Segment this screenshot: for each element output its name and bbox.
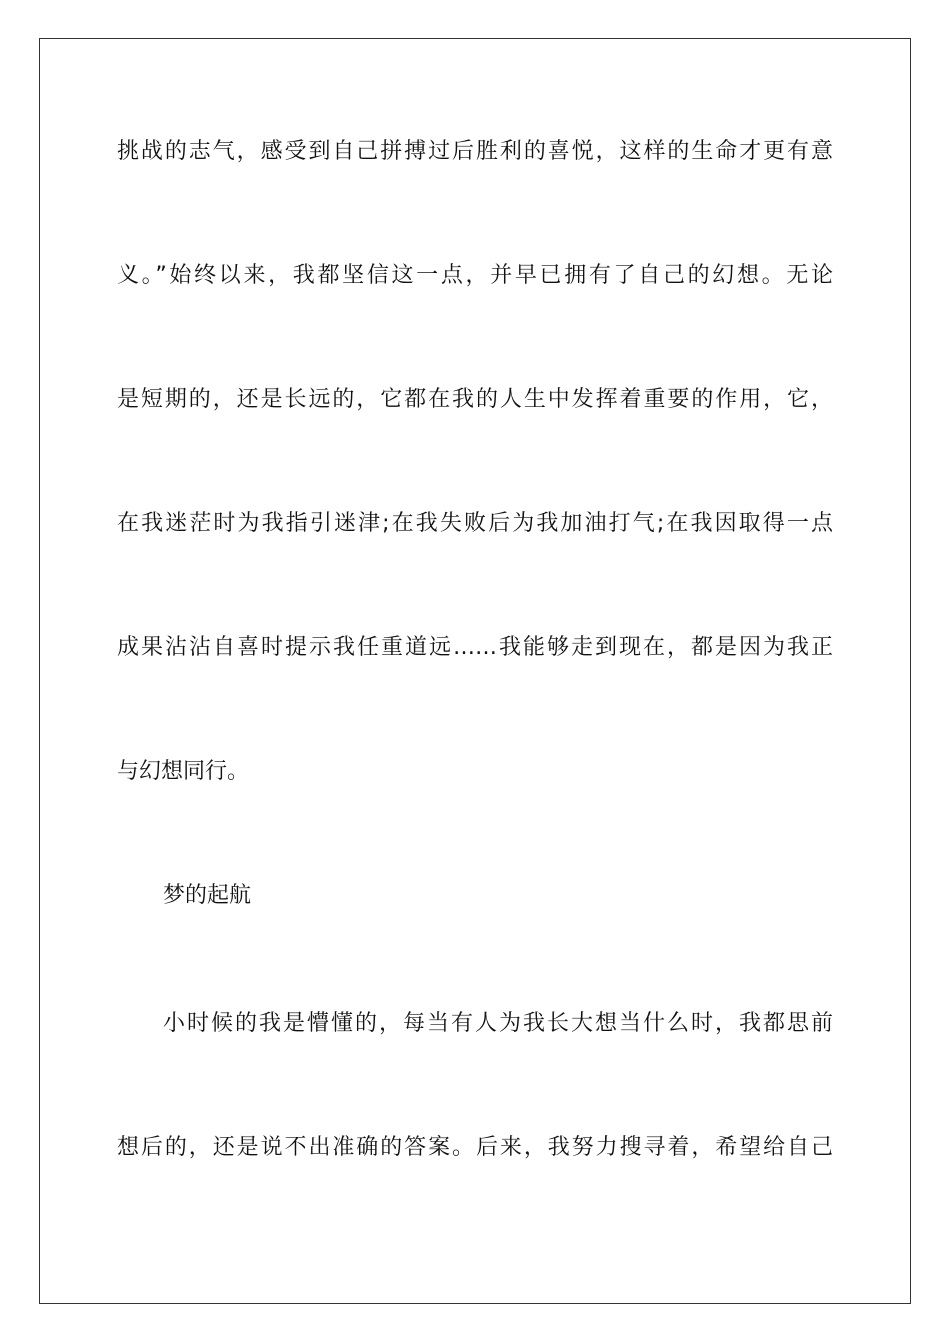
text-line: 小时候的我是懵懂的，每当有人为我长大想当什么时，我都思前: [163, 1011, 833, 1036]
text-line: 挑战的志气，感受到自己拼搏过后胜利的喜悦，这样的生命才更有意: [117, 139, 833, 164]
section-heading: 梦的起航: [163, 883, 252, 908]
text-line: 义。”始终以来，我都坚信这一点，并早已拥有了自己的幻想。无论: [117, 263, 833, 288]
text-line: 成果沾沾自喜时提示我任重道远……我能够走到现在，都是因为我正: [117, 635, 833, 660]
text-line: 与幻想同行。: [117, 759, 250, 784]
text-line: 是短期的，还是长远的，它都在我的人生中发挥着重要的作用，它，: [117, 387, 833, 412]
page-border: [39, 38, 911, 1304]
text-line: 想后的，还是说不出准确的答案。后来，我努力搜寻着，希望给自己: [117, 1135, 833, 1160]
text-line: 在我迷茫时为我指引迷津;在我失败后为我加油打气;在我因取得一点: [117, 511, 833, 536]
